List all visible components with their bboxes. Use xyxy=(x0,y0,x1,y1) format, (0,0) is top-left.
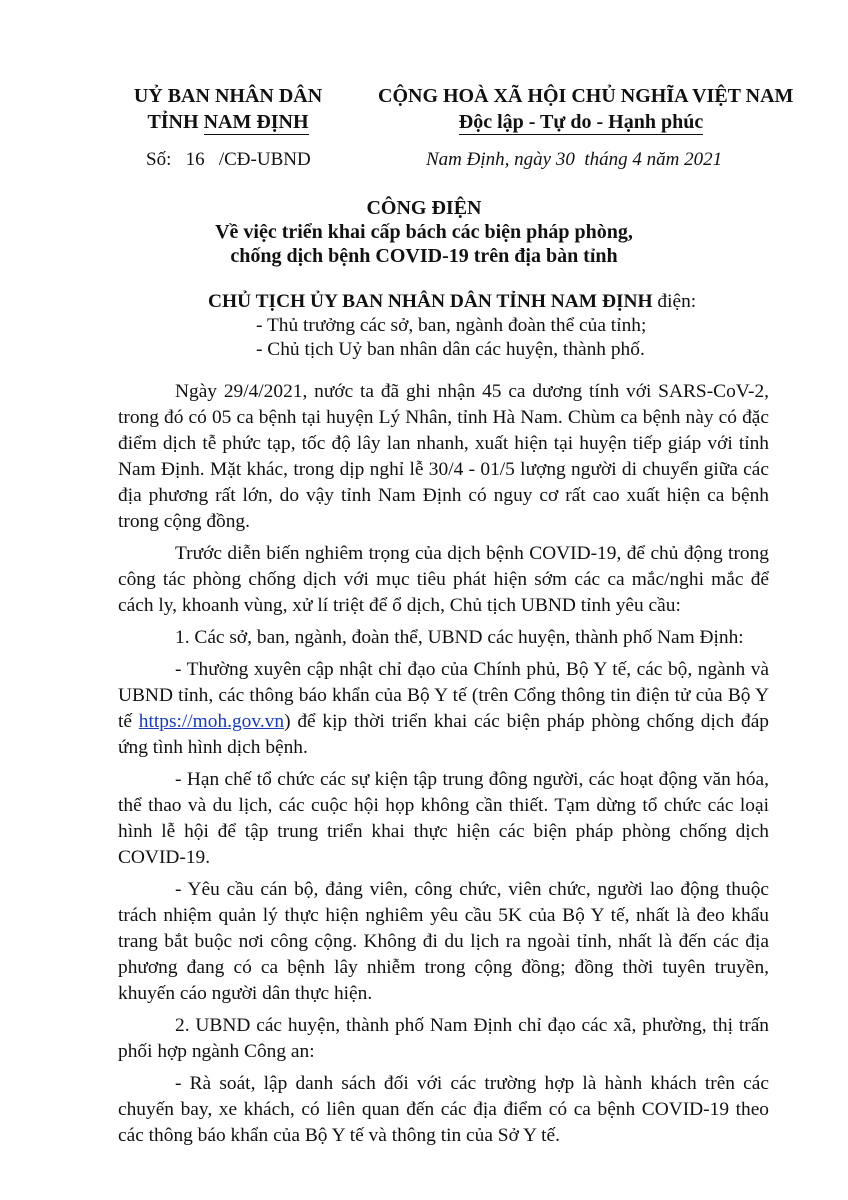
paragraph-7: 2. UBND các huyện, thành phố Nam Định chỉ đạo các xã, phường, thị trấn phối hợp ngành Công an: xyxy=(118,1015,769,1062)
document-body xyxy=(118,379,769,1149)
paragraph-1: Ngày 29/4/2021, nước ta đã ghi nhận 45 ca dương tính với SARS-CoV-2, trong đó có 05 ca bệnh tại huyện Lý Nhân, tỉnh Hà Nam. Chùm ca bệnh này có đặc điểm dịch tễ phức tạp, tốc độ lây lan nhanh, xuất hiện tại huyện tiếp giáp với tỉnh Nam Định. Mặt khác, trong dịp nghỉ lễ 30/4 - 01/5 lượng người di chuyển giữa các địa phương rất lớn, do vậy tỉnh Nam Định có nguy cơ rất cao xuất hiện ca bệnh trong cộng đồng. xyxy=(118,381,769,532)
paragraph-4 xyxy=(118,657,769,761)
recipient-1: - Thủ trưởng các sở, ban, ngành đoàn thể của tỉnh; xyxy=(256,315,647,336)
place-date: Nam Định, ngày 30 tháng 4 năm 2021 xyxy=(426,149,723,170)
issuer-line-2-prefix: TỈNH xyxy=(147,111,204,133)
sender-name: CHỦ TỊCH ỦY BAN NHÂN DÂN TỈNH NAM ĐỊNH xyxy=(208,291,653,312)
paragraph-5: - Hạn chế tổ chức các sự kiện tập trung đông người, các hoạt động văn hóa, thể thao và du lịch, các cuộc hội họp không cần thiết. Tạm dừng tổ chức các loại hình lễ hội để tập trung triển khai thực hiện các biện pháp phòng chống dịch COVID-19. xyxy=(118,769,769,868)
national-motto xyxy=(378,109,784,135)
sender-line xyxy=(150,290,750,314)
paragraph-6: - Yêu cầu cán bộ, đảng viên, công chức, viên chức, người lao động thuộc trách nhiệm quản lý thực hiện nghiêm yêu cầu 5K của Bộ Y tế, nhất là đeo khẩu trang bắt buộc nơi công cộng. Không đi du lịch ra ngoài tỉnh, nhất là đến các địa phương đang có ca bệnh lây nhiễm trong cộng đồng; đồng thời tuyên truyền, khuyến cáo người dân thực hiện. xyxy=(118,879,769,1004)
national-motto-text: Độc lập - Tự do - Hạnh phúc xyxy=(458,111,704,133)
issuer-block xyxy=(108,83,348,135)
subject-line-1: Về việc triển khai cấp bách các biện pháp phòng, xyxy=(215,221,633,243)
document-number: Số: 16 /CĐ-UBND xyxy=(146,149,311,170)
national-name: CỘNG HOÀ XÃ HỘI CHỦ NGHĨA VIỆT NAM xyxy=(378,85,794,107)
moh-website-link[interactable]: https://moh.gov.vn xyxy=(138,711,285,732)
paragraph-8: - Rà soát, lập danh sách đối với các trường hợp là hành khách trên các chuyến bay, xe khách, có liên quan đến các địa điểm có ca bệnh COVID-19 theo các thông báo khẩn của Bộ Y tế và thông tin của Sở Y tế. xyxy=(118,1073,769,1146)
issuer-line-2 xyxy=(108,109,348,135)
sender-suffix: điện: xyxy=(652,291,697,312)
paragraph-2: Trước diễn biến nghiêm trọng của dịch bệnh COVID-19, để chủ động trong công tác phòng chống dịch với mục tiêu phát hiện sớm các ca mắc/nghi mắc để cách ly, khoanh vùng, xử lí triệt để ổ dịch, Chủ tịch UBND tỉnh yêu cầu: xyxy=(118,543,769,616)
paragraph-4-text-after: ) để kịp thời triển khai các biện pháp phòng chống dịch đáp ứng tình hình dịch bệnh. xyxy=(118,711,769,758)
recipient-2: - Chủ tịch Uỷ ban nhân dân các huyện, thành phố. xyxy=(256,339,645,360)
sender-block xyxy=(150,290,750,362)
national-motto-block xyxy=(378,83,794,135)
paragraph-4-text-before: - Thường xuyên cập nhật chỉ đạo của Chính phủ, Bộ Y tế, các bộ, ngành và UBND tỉnh, các thông báo khẩn của Bộ Y tế (trên Cổng thông tin điện tử của Bộ Y tế xyxy=(118,659,769,732)
paragraph-3: 1. Các sở, ban, ngành, đoàn thể, UBND các huyện, thành phố Nam Định: xyxy=(175,627,744,648)
issuer-line-2-underlined: NAM ĐỊNH xyxy=(203,111,309,133)
subject-line-2: chống dịch bệnh COVID-19 trên địa bàn tỉnh xyxy=(230,245,618,267)
document-type: CÔNG ĐIỆN xyxy=(366,197,482,219)
document-title-block xyxy=(150,196,698,268)
issuer-line-1: UỶ BAN NHÂN DÂN xyxy=(133,85,323,107)
